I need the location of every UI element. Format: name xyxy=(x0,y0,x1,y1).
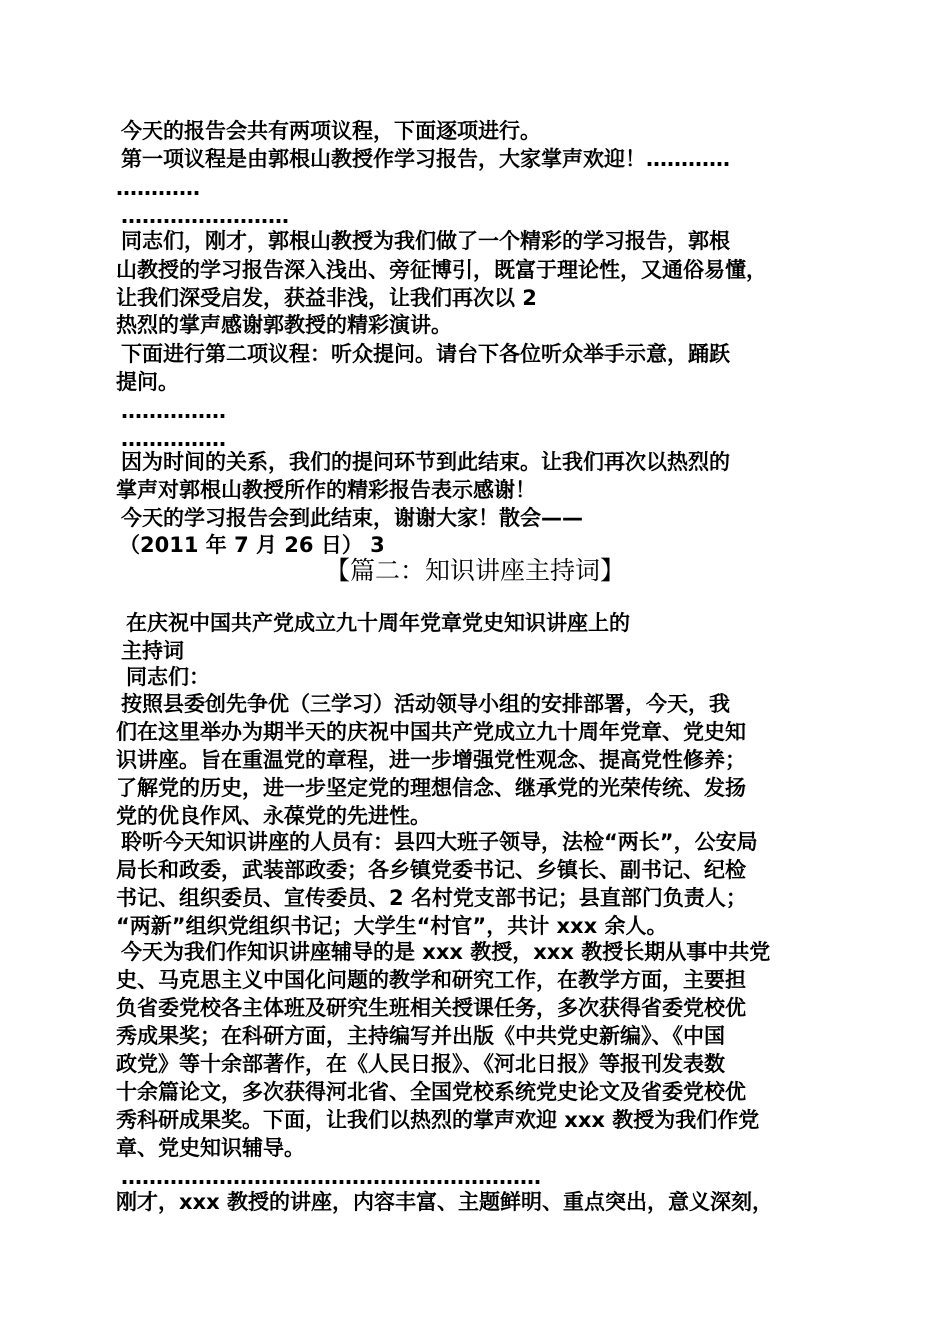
paragraph-line: 掌声对郭根山教授所作的精彩报告表示感谢！ xyxy=(116,478,536,502)
paragraph-line: 负省委党校各主体班及研究生班相关授课任务，多次获得省委党校优 xyxy=(116,996,746,1020)
paragraph-line: 今天的学习报告会到此结束，谢谢大家！散会—— xyxy=(121,506,583,530)
paragraph-line: 章、党史知识辅导。 xyxy=(116,1136,305,1160)
paragraph-line: 下面进行第二项议程：听众提问。请台下各位听众举手示意，踊跃 xyxy=(121,342,730,366)
paragraph-line: …………… xyxy=(121,399,226,423)
paragraph-line: 书记、组织委员、宣传委员、2 名村党支部书记；县直部门负责人； xyxy=(116,886,747,910)
paragraph-line: 秀科研成果奖。下面，让我们以热烈的掌声欢迎 xxx 教授为我们作党 xyxy=(116,1108,760,1132)
paragraph-line: 按照县委创先争优（三学习）活动领导小组的安排部署，今天，我 xyxy=(121,692,730,716)
paragraph-line: 了解党的历史，进一步坚定党的理想信念、继承党的光荣传统、发扬 xyxy=(116,776,746,800)
speech-title: 主持词 xyxy=(121,639,184,663)
paragraph-line: 让我们深受启发，获益非浅，让我们再次以 2 xyxy=(116,286,537,310)
paragraph-line: 因为时间的关系，我们的提问环节到此结束。让我们再次以热烈的 xyxy=(121,450,730,474)
paragraph-line: 秀成果奖；在科研方面，主持编写并出版《中共党史新编》、《中国 xyxy=(116,1024,725,1048)
ellipsis-line: …………………………………………………… xyxy=(121,1165,541,1189)
section-heading: 【篇二：知识讲座主持词】 xyxy=(324,556,625,585)
paragraph-line: 识讲座。旨在重温党的章程，进一步增强党性观念、提高党性修养； xyxy=(116,748,746,772)
salutation: 同志们： xyxy=(126,665,210,689)
paragraph-line: 局长和政委，武装部政委；各乡镇党委书记、乡镇长、副书记、纪检 xyxy=(116,858,746,882)
paragraph-line: 刚才，xxx 教授的讲座，内容丰富、主题鲜明、重点突出，意义深刻， xyxy=(116,1190,773,1214)
paragraph-line: 第一项议程是由郭根山教授作学习报告，大家掌声欢迎！………… xyxy=(121,147,730,171)
paragraph-line: …………… xyxy=(121,427,226,451)
paragraph-line: 党的优良作风、永葆党的先进性。 xyxy=(116,804,431,828)
paragraph-line: 山教授的学习报告深入浅出、旁征博引，既富于理论性，又通俗易懂， xyxy=(116,258,767,282)
paragraph-line: 政党》等十余部著作，在《人民日报》、《河北日报》等报刊发表数 xyxy=(116,1052,725,1076)
paragraph-line: …………………… xyxy=(121,204,289,228)
paragraph-line: 聆听今天知识讲座的人员有：县四大班子领导，法检“两长”，公安局 xyxy=(121,830,758,854)
paragraph-line: 今天的报告会共有两项议程，下面逐项进行。 xyxy=(121,119,541,143)
paragraph-line: 们在这里举办为期半天的庆祝中国共产党成立九十周年党章、党史知 xyxy=(116,720,746,744)
date-line: （2011 年 7 月 26 日） 3 xyxy=(119,533,385,557)
paragraph-line: “两新”组织党组织书记；大学生“村官”，共计 xxx 余人。 xyxy=(116,914,668,938)
paragraph-line: 同志们，刚才，郭根山教授为我们做了一个精彩的学习报告，郭根 xyxy=(121,229,730,253)
speech-title: 在庆祝中国共产党成立九十周年党章党史知识讲座上的 xyxy=(126,611,630,635)
paragraph-line: 今天为我们作知识讲座辅导的是 xxx 教授，xxx 教授长期从事中共党 xyxy=(121,940,771,964)
paragraph-line: 十余篇论文，多次获得河北省、全国党校系统党史论文及省委党校优 xyxy=(116,1080,746,1104)
paragraph-line: 热烈的掌声感谢郭教授的精彩演讲。 xyxy=(116,313,452,337)
paragraph-line: 提问。 xyxy=(116,370,179,394)
paragraph-line: ………… xyxy=(116,176,200,200)
paragraph-line: 史、马克思主义中国化问题的教学和研究工作，在教学方面，主要担 xyxy=(116,968,746,992)
